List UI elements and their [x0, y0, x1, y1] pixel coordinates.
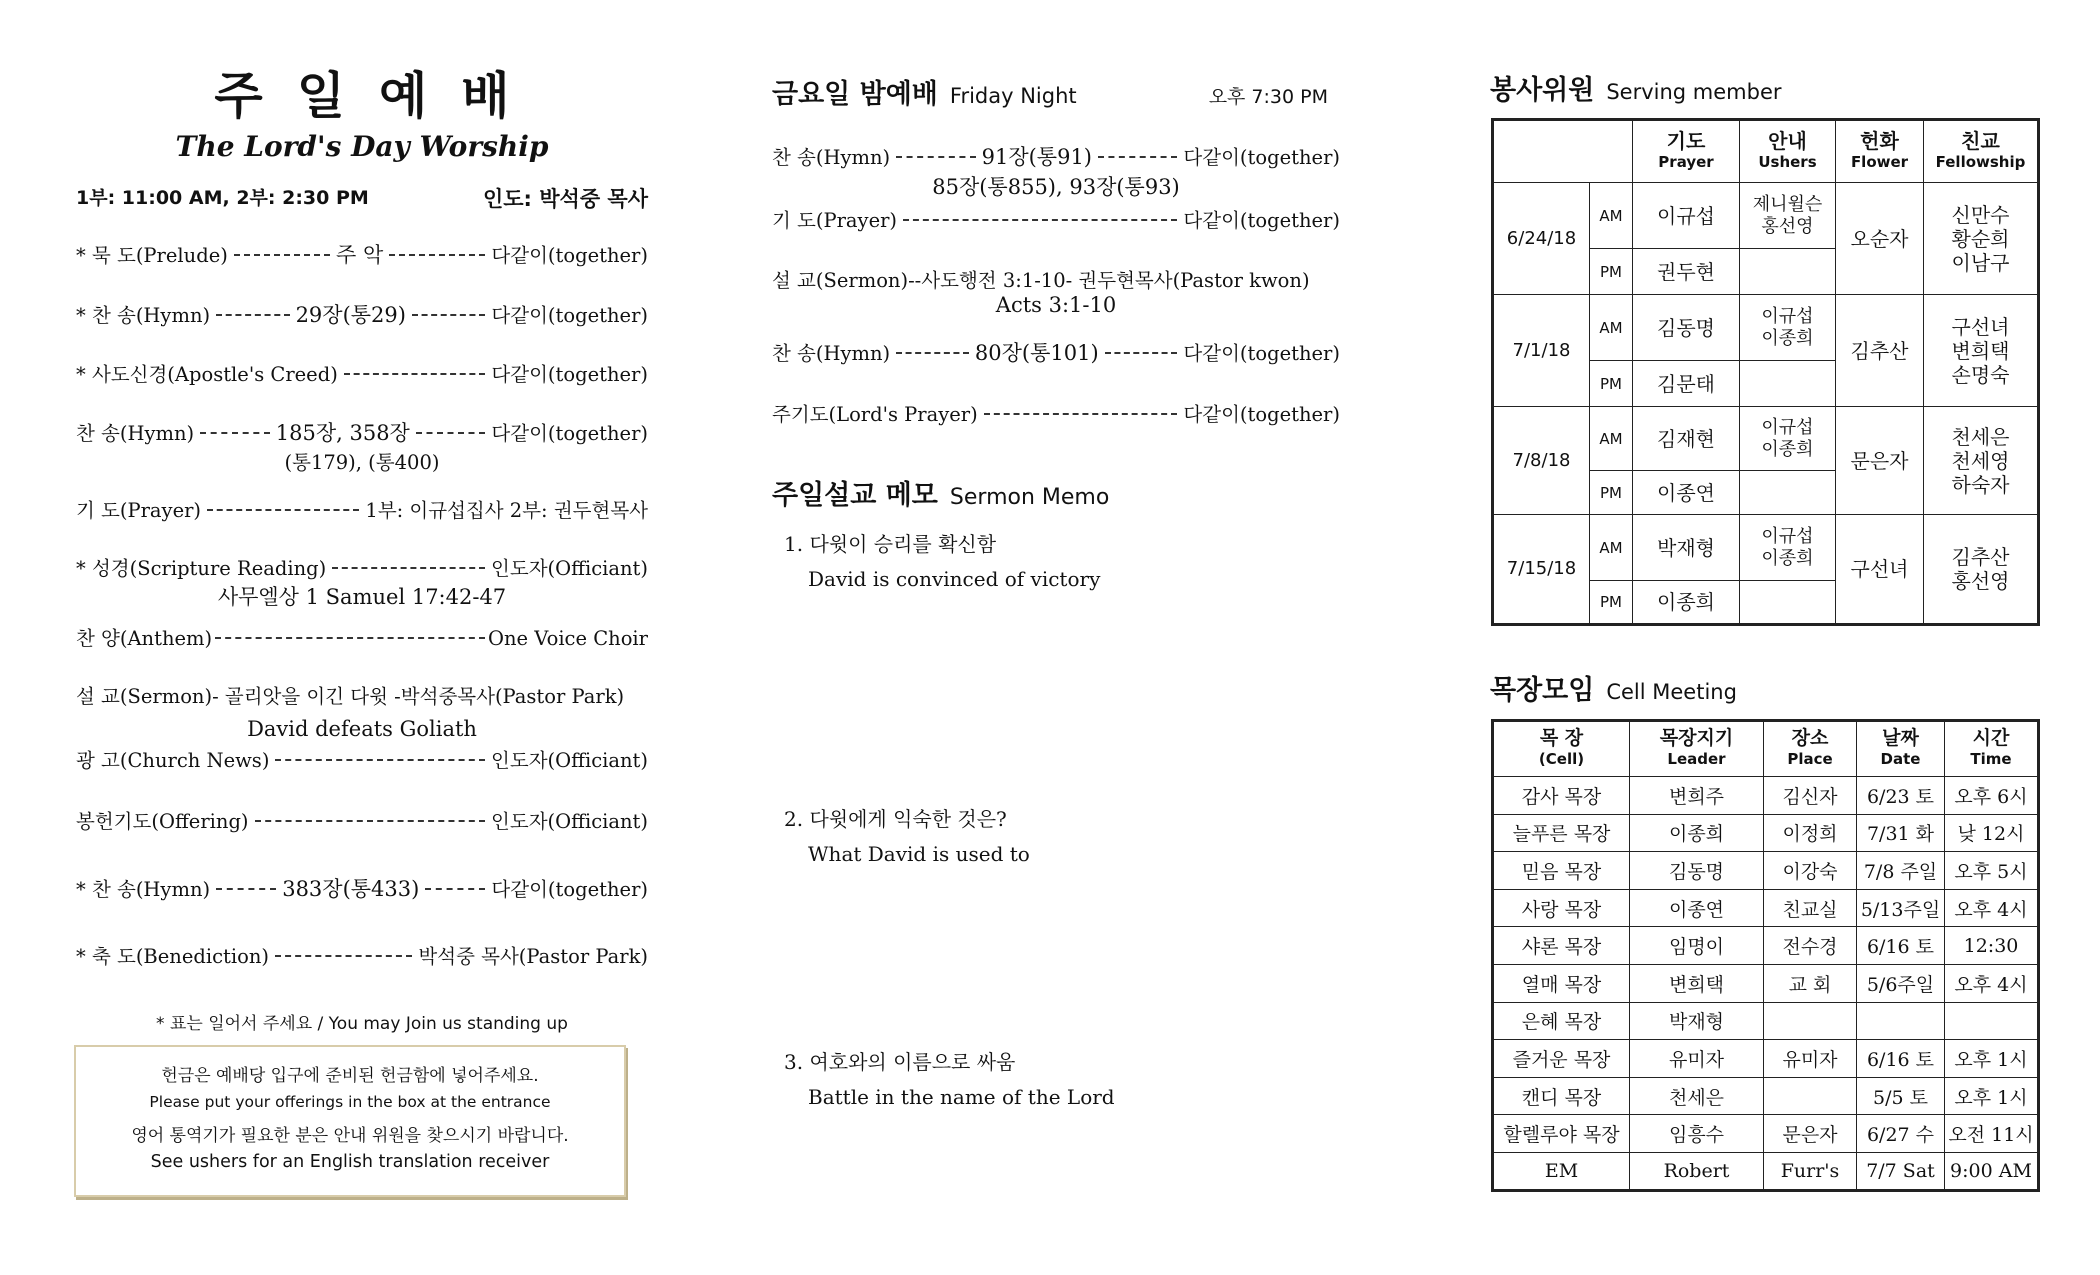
friday-item-lords-prayer	[772, 399, 1340, 427]
order-label: * 사도신경(Apostle's Creed)	[76, 363, 338, 386]
table-row	[1493, 1152, 2039, 1190]
order-item-anthem	[76, 623, 648, 651]
worship-column	[76, 68, 648, 1034]
memo-item	[772, 528, 1340, 591]
cell-date: 5/5 토	[1857, 1077, 1945, 1115]
order-label: 기 도(Prayer)	[76, 499, 202, 522]
table-row	[1493, 889, 2039, 927]
dash-leader	[215, 637, 485, 639]
ushers: 이규섭 이종희	[1740, 515, 1836, 581]
cell-place: 이정희	[1764, 814, 1857, 852]
dash-leader	[1098, 156, 1177, 158]
am-prayer: 김동명	[1633, 295, 1740, 361]
order-label: 광 고(Church News)	[76, 749, 270, 772]
cell-cell: 즐거운 목장	[1493, 1040, 1630, 1078]
standing-note: * 표는 일어서 주세요 / You may Join us standing up	[156, 1014, 568, 1034]
pm-prayer: 이종희	[1633, 581, 1740, 625]
cell-time: 9:00 AM	[1945, 1152, 2039, 1190]
order-sub: 85장(통855), 93장(통93)	[932, 175, 1180, 199]
order-label: * 성경(Scripture Reading)	[76, 557, 327, 580]
fellowship: 천세은 천세영 하숙자	[1924, 407, 2039, 515]
dash-leader	[332, 567, 485, 569]
order-right: 다같이(together)	[1183, 403, 1340, 426]
order-label: 기 도(Prayer)	[772, 209, 898, 232]
am-prayer: 김재현	[1633, 407, 1740, 471]
cell-leader: 변희택	[1630, 964, 1764, 1002]
cell-time: 오후 1시	[1945, 1077, 2039, 1115]
serving-column	[1490, 68, 2038, 107]
friday-item-sermon	[772, 265, 1340, 293]
dash-leader	[412, 314, 485, 316]
pm-prayer: 권두현	[1633, 249, 1740, 295]
cell-place: 전수경	[1764, 927, 1857, 965]
dash-leader	[1105, 352, 1178, 354]
order-label: * 묵 도(Prelude)	[76, 244, 228, 267]
cell-table	[1491, 719, 2040, 1192]
cell-date: 5/6주일	[1857, 964, 1945, 1002]
order-item-news	[76, 745, 648, 773]
pm-prayer: 김문태	[1633, 361, 1740, 407]
order-label: * 축 도(Benediction)	[76, 945, 270, 968]
memo-item-ko: 1. 다윗이 승리를 확신함	[784, 532, 997, 556]
serving-title-ko: 봉사위원	[1490, 75, 1595, 106]
cell-date: 5/13주일	[1857, 889, 1945, 927]
ushers: 제니윌슨 홍선영	[1740, 183, 1836, 249]
scripture-reference: 사무엘상 1 Samuel 17:42-47	[217, 585, 507, 609]
serving-row	[1493, 515, 2039, 581]
notice-line: 영어 통역기가 필요한 분은 안내 위원을 찾으시기 바랍니다.	[131, 1126, 569, 1146]
table-row	[1493, 777, 2039, 815]
cell-place: 이강숙	[1764, 852, 1857, 890]
cell-leader: 천세은	[1630, 1077, 1764, 1115]
ushers: 이규섭 이종희	[1740, 407, 1836, 471]
cell-header: 목장지기 Leader	[1630, 721, 1764, 777]
order-right: 다같이(together)	[1183, 342, 1340, 365]
cell-date: 7/8 주일	[1857, 852, 1945, 890]
serving-table	[1491, 118, 2040, 626]
order-label: 주기도(Lord's Prayer)	[772, 403, 978, 426]
cell-date	[1857, 1002, 1945, 1040]
cell-leader: 이종희	[1630, 814, 1764, 852]
order-right: 인도자(Officiant)	[491, 557, 648, 580]
order-item-scripture	[76, 553, 648, 581]
dash-leader	[416, 432, 486, 434]
cell-time: 오후 1시	[1945, 1040, 2039, 1078]
cell-leader: 유미자	[1630, 1040, 1764, 1078]
cell-place: Furr's	[1764, 1152, 1857, 1190]
serving-heading	[1490, 68, 2038, 107]
memo-item	[772, 803, 1340, 866]
worship-title-en: The Lord's Day Worship	[175, 130, 549, 163]
cell-time: 오후 6시	[1945, 777, 2039, 815]
memo-item-en: David is convinced of victory	[808, 567, 1101, 591]
order-item-prelude	[76, 239, 648, 269]
am-label: AM	[1590, 295, 1633, 361]
cell-header: 목 장 (Cell)	[1493, 721, 1630, 777]
pm-prayer: 이종연	[1633, 471, 1740, 515]
memo-title-ko: 주일설교 메모	[772, 480, 938, 511]
cell-leader: 이종연	[1630, 889, 1764, 927]
cell-place	[1764, 1077, 1857, 1115]
table-row	[1493, 1077, 2039, 1115]
order-label: 설 교(Sermon)- 골리앗을 이긴 다윗 -박석중목사(Pastor Park)	[76, 685, 625, 708]
order-right: 다같이(together)	[1183, 209, 1340, 232]
cell-cell: 사랑 목장	[1493, 889, 1630, 927]
cell-leader: 김동명	[1630, 852, 1764, 890]
serving-date: 6/24/18	[1493, 183, 1590, 295]
order-label: 찬 송(Hymn)	[772, 146, 891, 169]
serving-header-blank	[1493, 120, 1633, 183]
cell-header: 시간 Time	[1945, 721, 2039, 777]
cell-date: 6/23 토	[1857, 777, 1945, 815]
table-row	[1493, 927, 2039, 965]
cell-place: 김신자	[1764, 777, 1857, 815]
serving-header: 헌화 Flower	[1836, 120, 1924, 183]
cell-cell: 할렐루야 목장	[1493, 1115, 1630, 1153]
cell-header: 날짜 Date	[1857, 721, 1945, 777]
order-right: 인도자(Officiant)	[491, 810, 648, 833]
order-item-offering	[76, 806, 648, 834]
order-sub: (통179), (통400)	[284, 451, 440, 474]
serving-header: 안내 Ushers	[1740, 120, 1836, 183]
memo-item	[772, 1046, 1340, 1109]
cell-time: 오후 4시	[1945, 964, 2039, 1002]
order-item-hymn-3	[76, 873, 648, 903]
ushers-empty	[1740, 471, 1836, 515]
friday-sermon-ref: Acts 3:1-10	[995, 293, 1117, 317]
friday-title-ko: 금요일 밤예배	[772, 79, 938, 110]
cell-title-ko: 목장모임	[1490, 675, 1595, 706]
cell-time: 12:30	[1945, 927, 2039, 965]
serving-header: 친교 Fellowship	[1924, 120, 2039, 183]
order-right: One Voice Choir	[488, 627, 648, 650]
fellowship: 신만수 황순희 이남구	[1924, 183, 2039, 295]
cell-cell: 샤론 목장	[1493, 927, 1630, 965]
order-right: 박석중 목사(Pastor Park)	[418, 945, 648, 968]
cell-leader: 박재형	[1630, 1002, 1764, 1040]
am-prayer: 박재형	[1633, 515, 1740, 581]
memo-title-en: Sermon Memo	[949, 485, 1110, 510]
order-item-prayer	[76, 495, 648, 523]
cell-cell: 열매 목장	[1493, 964, 1630, 1002]
cell-leader: Robert	[1630, 1152, 1764, 1190]
cell-cell: 감사 목장	[1493, 777, 1630, 815]
friday-time: 오후 7:30 PM	[1208, 86, 1328, 108]
memo-item-ko: 2. 다윗에게 익숙한 것은?	[784, 807, 1007, 831]
notice-line: See ushers for an English translation receiver	[150, 1152, 550, 1172]
dash-leader	[200, 432, 270, 434]
cell-header: 장소 Place	[1764, 721, 1857, 777]
notice-line: Please put your offerings in the box at the entrance	[149, 1093, 551, 1111]
serving-title-en: Serving member	[1606, 80, 1782, 104]
order-right: 다같이(together)	[491, 422, 649, 445]
order-right: 다같이(together)	[491, 244, 648, 267]
cell-cell: 늘푸른 목장	[1493, 814, 1630, 852]
order-item-hymn-2	[76, 417, 648, 447]
cell-time: 낮 12시	[1945, 814, 2039, 852]
offering-notice-box	[74, 1045, 626, 1197]
pm-label: PM	[1590, 471, 1633, 515]
ushers-empty	[1740, 581, 1836, 625]
order-label: 설 교(Sermon)--사도행전 3:1-10- 권두현목사(Pastor kwon)	[772, 269, 1310, 292]
order-right: 다같이(together)	[491, 304, 649, 327]
flower: 문은자	[1836, 407, 1924, 515]
officiant: 인도: 박석중 목사	[482, 187, 648, 211]
order-middle: 91장(통91)	[981, 145, 1092, 169]
am-prayer: 이규섭	[1633, 183, 1740, 249]
service-times: 1부: 11:00 AM, 2부: 2:30 PM	[76, 187, 369, 209]
order-item-hymn-1	[76, 299, 648, 329]
order-label: * 찬 송(Hymn)	[76, 304, 211, 327]
order-label: * 찬 송(Hymn)	[76, 878, 211, 901]
dash-leader	[344, 373, 486, 375]
dash-leader	[896, 352, 969, 354]
cell-table-body	[1493, 777, 2039, 1191]
friday-column	[772, 72, 1340, 1109]
order-right: 다같이(together)	[491, 878, 649, 901]
worship-info-row	[76, 183, 648, 213]
table-row	[1493, 1002, 2039, 1040]
cell-time	[1945, 1002, 2039, 1040]
order-middle: 383장(통433)	[282, 877, 420, 901]
dash-leader	[234, 254, 330, 256]
cell-time: 오후 4시	[1945, 889, 2039, 927]
dash-leader	[896, 156, 975, 158]
friday-item-hymn-2	[772, 337, 1340, 367]
am-label: AM	[1590, 515, 1633, 581]
friday-heading	[772, 72, 1340, 111]
serving-row	[1493, 183, 2039, 249]
order-label: 찬 송(Hymn)	[76, 422, 195, 445]
am-label: AM	[1590, 183, 1633, 249]
order-label: 찬 양(Anthem)	[76, 627, 213, 650]
cell-place: 교 회	[1764, 964, 1857, 1002]
cell-heading	[1490, 668, 1737, 707]
cell-date: 7/7 Sat	[1857, 1152, 1945, 1190]
friday-item-hymn-1	[772, 141, 1340, 171]
order-right: 인도자(Officiant)	[491, 749, 648, 772]
dash-leader	[216, 314, 289, 316]
cell-leader: 임명이	[1630, 927, 1764, 965]
order-middle: 29장(통29)	[295, 303, 406, 327]
cell-date: 6/27 수	[1857, 1115, 1945, 1153]
fellowship: 구선녀 변희택 손명숙	[1924, 295, 2039, 407]
order-middle: 주 악	[336, 243, 384, 267]
dash-leader	[984, 413, 1178, 415]
order-middle: 80장(통101)	[974, 341, 1099, 365]
dash-leader	[275, 955, 412, 957]
serving-date: 7/15/18	[1493, 515, 1590, 625]
serving-header-row	[1493, 120, 2039, 183]
cell-title-en: Cell Meeting	[1606, 680, 1737, 704]
ushers-empty	[1740, 361, 1836, 407]
friday-title-en: Friday Night	[949, 84, 1077, 108]
table-row	[1493, 1115, 2039, 1153]
order-middle: 185장, 358장	[275, 421, 410, 445]
order-right: 다같이(together)	[1183, 146, 1341, 169]
cell-date: 6/16 토	[1857, 927, 1945, 965]
worship-title-ko: 주일예배	[214, 67, 544, 125]
cell-header-row	[1493, 721, 2039, 777]
serving-row	[1493, 295, 2039, 361]
serving-row	[1493, 407, 2039, 471]
friday-item-prayer	[772, 205, 1340, 233]
notice-line: 헌금은 예배당 입구에 준비된 헌금함에 넣어주세요.	[161, 1066, 539, 1086]
cell-time: 오전 11시	[1945, 1115, 2039, 1153]
flower: 오순자	[1836, 183, 1924, 295]
dash-leader	[425, 888, 485, 890]
cell-cell: 믿음 목장	[1493, 852, 1630, 890]
dash-leader	[255, 820, 485, 822]
memo-item-en: Battle in the name of the Lord	[808, 1085, 1115, 1109]
sermon-title-en: David defeats Goliath	[247, 717, 477, 741]
dash-leader	[207, 509, 359, 511]
fellowship: 김추산 홍선영	[1924, 515, 2039, 625]
memo-item-ko: 3. 여호와의 이름으로 싸움	[784, 1050, 1016, 1074]
order-right: 다같이(together)	[491, 363, 648, 386]
am-label: AM	[1590, 407, 1633, 471]
order-item-sermon	[76, 681, 648, 709]
table-row	[1493, 964, 2039, 1002]
memo-heading	[772, 473, 1340, 512]
serving-header: 기도 Prayer	[1633, 120, 1740, 183]
flower: 구선녀	[1836, 515, 1924, 625]
pm-label: PM	[1590, 361, 1633, 407]
flower: 김추산	[1836, 295, 1924, 407]
order-right: 1부: 이규섭집사 2부: 권두현목사	[365, 499, 648, 522]
order-label: 찬 송(Hymn)	[772, 342, 891, 365]
cell-cell: 캔디 목장	[1493, 1077, 1630, 1115]
table-row	[1493, 852, 2039, 890]
dash-leader	[275, 759, 485, 761]
pm-label: PM	[1590, 249, 1633, 295]
order-item-creed	[76, 359, 648, 387]
cell-cell: 은혜 목장	[1493, 1002, 1630, 1040]
cell-place: 유미자	[1764, 1040, 1857, 1078]
table-row	[1493, 1040, 2039, 1078]
dash-leader	[389, 254, 485, 256]
cell-place	[1764, 1002, 1857, 1040]
memo-item-en: What David is used to	[808, 842, 1030, 866]
order-item-benediction	[76, 941, 648, 969]
pm-label: PM	[1590, 581, 1633, 625]
cell-leader: 임흥수	[1630, 1115, 1764, 1153]
dash-leader	[903, 219, 1177, 221]
ushers-empty	[1740, 249, 1836, 295]
cell-date: 6/16 토	[1857, 1040, 1945, 1078]
table-row	[1493, 814, 2039, 852]
order-label: 봉헌기도(Offering)	[76, 810, 249, 833]
ushers: 이규섭 이종희	[1740, 295, 1836, 361]
cell-time: 오후 5시	[1945, 852, 2039, 890]
serving-date: 7/8/18	[1493, 407, 1590, 515]
cell-leader: 변희주	[1630, 777, 1764, 815]
dash-leader	[216, 888, 276, 890]
cell-place: 친교실	[1764, 889, 1857, 927]
cell-cell: EM	[1493, 1152, 1630, 1190]
serving-date: 7/1/18	[1493, 295, 1590, 407]
cell-date: 7/31 화	[1857, 814, 1945, 852]
cell-place: 문은자	[1764, 1115, 1857, 1153]
